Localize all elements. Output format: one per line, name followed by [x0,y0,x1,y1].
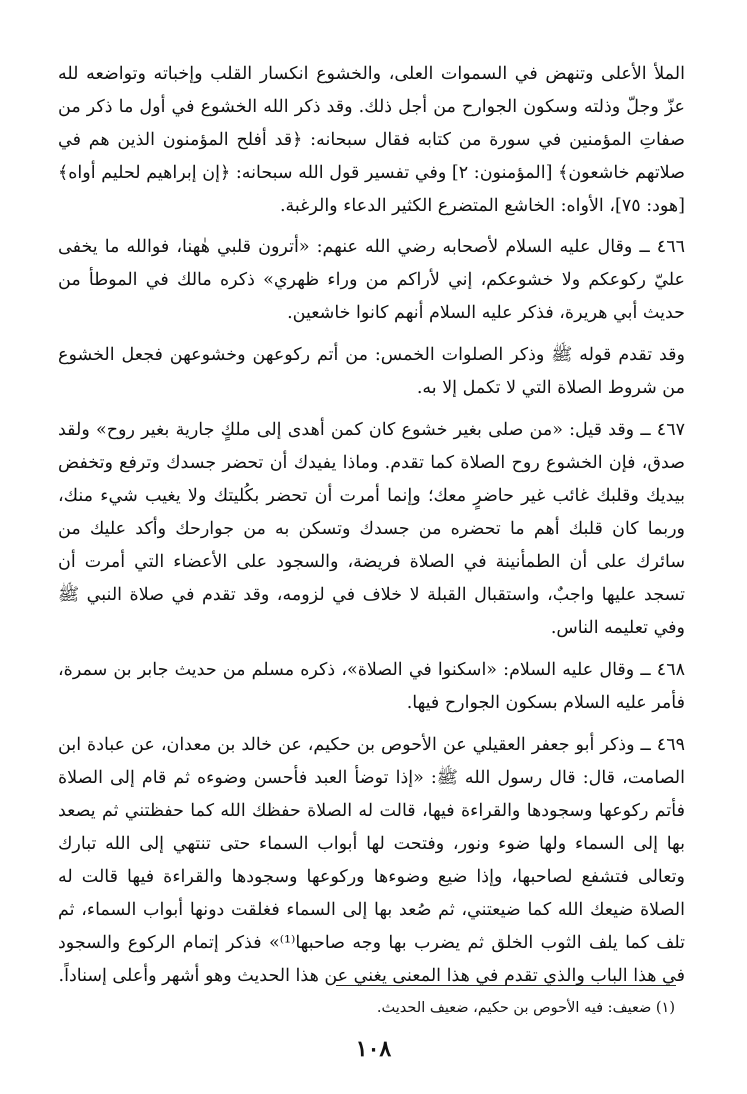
page-number: ١٠٨ [355,1036,392,1062]
paragraph-note: وقد تقدم قوله ﷺ وذكر الصلوات الخمس: من أتم ركوعهن وخشوعهن فجعل الخشوع من شروط الصلاة التي لا تكمل إلا به. [58,345,685,398]
footnote: (١) ضعيف: فيه الأحوص بن حكيم، ضعيف الحديث. [376,1000,675,1016]
paragraph-468: ٤٦٨ ــ وقال عليه السلام: «اسكنوا في الصلاة»، ذكره مسلم من حديث جابر بن سمرة، فأمر عليه السلام بسكون الجوارح فيها. [58,660,685,713]
paragraph-466: ٤٦٦ ــ وقال عليه السلام لأصحابه رضي الله عنهم: «أترون قلبي هٰهنا، فوالله ما يخفى عليّ ركوعكم ولا خشوعكم، إني لأراكم من وراء ظهري» ذكره مالك في الموطأ من حديث أبي هريرة، فذكر عليه السلام أنهم كانوا خاشعين. [58,237,685,323]
page-body [58,58,685,1002]
paragraph-1: الملأ الأعلى وتنهض في السموات العلى، والخشوع انكسار القلب وإخباته وتواضعه لله عزّ وجلّ وذلته وسكون الجوارح من أجل ذلك. وقد ذكر الله الخشوع في أول ما ذكر من صفاتِ المؤمنين في سورة من كتابه فقال سبحانه: ﴿قد أفلح المؤمنون الذين هم في صلاتهم خاشعون﴾ [المؤمنون: ٢] وفي تفسير قول الله سبحانه: ﴿إن إبراهيم لحليم أواه﴾ [هود: ٧٥]، الأواه: الخاشع المتضرع الكثير الدعاء والرغبة. [58,64,685,216]
paragraph-467: ٤٦٧ ــ وقد قيل: «من صلى بغير خشوع كان كمن أهدى إلى ملكٍ جارية بغير روح» ولقد صدق، فإن الخشوع روح الصلاة كما تقدم. وماذا يفيدك أن تحضر جسدك وترفع وتخفض بيديك وقلبك غائب غير حاضرٍ معك؛ وإنما أمرت أن تحضر بكُليتك ولا يغيب شيء منك، وربما كان قلبك أهم ما تحضره من جسدك وتسكن به من جوارحك وأكد عليك من سائرك على أن الطمأنينة في الصلاة فريضة، والسجود على الأعضاء التي أمرت أن تسجد عليها واجبٌ، واستقبال القبلة لا خلاف في لزومه، وقد تقدم في صلاة النبي ﷺ وفي تعليمه الناس. [58,420,685,638]
paragraph-469: ٤٦٩ ــ وذكر أبو جعفر العقيلي عن الأحوص بن حكيم، عن خالد بن معدان، عن عبادة ابن الصامت، قال: قال رسول الله ﷺ: «إذا توضأ العبد فأحسن وضوءه ثم قام إلى الصلاة فأتم ركوعها وسجودها والقراءة فيها، قالت له الصلاة حفظك الله كما حفظتني ثم يصعد بها إلى السماء ولها ضوء ونور، وفتحت لها أبواب السماء حتى تنتهي إلى الله تبارك وتعالى فتشفع لصاحبها، وإذا ضيع وضوءها وركوعها وسجودها والقراءة فيها قالت له الصلاة ضيعك الله كما ضيعتني، ثم صُعد بها إلى السماء فغلقت دونها أبواب السماء، ثم تلف كما يلف الثوب الخلق ثم يضرب بها وجه صاحبها⁽¹⁾» فذكر إتمام الركوع والسجود في هذا الباب والذي تقدم في هذا المعنى يغني عن هذا الحديث وهو أشهر وأعلى إسناداً. [58,735,685,986]
footnote-divider [336,985,676,986]
